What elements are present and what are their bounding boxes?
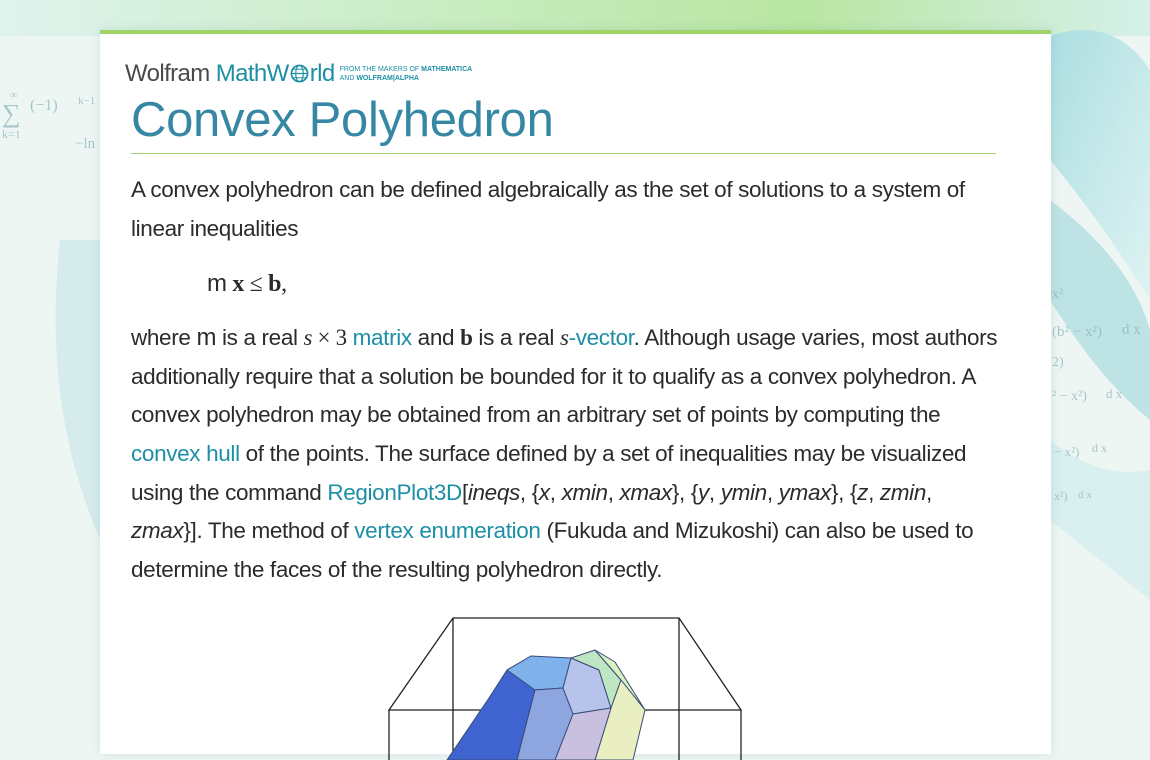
math-b: b <box>460 325 473 351</box>
tagline-line2-prefix: AND <box>339 74 357 82</box>
bg-right-f4: − x²) <box>1054 444 1080 459</box>
cmd-ymin: ymin <box>720 479 767 505</box>
article-card <box>100 30 1051 754</box>
math-times: × <box>312 325 336 351</box>
paragraph-main <box>131 319 1001 589</box>
mathworld-logo[interactable] <box>125 56 472 86</box>
cmd-zmin: zmin <box>879 479 926 505</box>
math-m: m <box>196 324 217 352</box>
link-vertex-enumeration[interactable]: vertex enumeration <box>354 518 541 544</box>
cmd-xmax: xmax <box>619 479 672 505</box>
convex-polyhedron-figure <box>385 610 745 760</box>
eq-x: x <box>232 271 244 298</box>
paragraph-intro: A convex polyhedron can be defined algebraically as the set of solutions to a system of linear inequalities <box>131 177 965 241</box>
logo-tagline <box>340 66 473 83</box>
cmd-x: x <box>538 479 550 505</box>
cmd-close: }] <box>183 518 197 544</box>
cmd-c1: , <box>549 479 562 505</box>
bg-right-dx-3: d x <box>1092 441 1107 455</box>
bg-sum-exponent: k−1 <box>78 95 96 107</box>
bg-sum-top: ∞ <box>10 89 18 101</box>
link-vector-dash: - <box>568 325 576 351</box>
equation-inequality <box>207 265 1001 303</box>
cmd-y: y <box>698 479 709 505</box>
link-regionplot3d[interactable]: RegionPlot3D <box>327 479 462 505</box>
cmd-xmin: xmin <box>561 479 608 505</box>
bg-sum-symbol: ∑ <box>2 99 21 128</box>
cmd-c5: , <box>868 479 880 505</box>
link-matrix[interactable]: matrix <box>352 325 412 351</box>
text-is-real-2: is a real <box>472 325 560 351</box>
text-rest-1: . Although usage varies, most authors additionally require that a solution be bounded for it to qualify as a convex polyhedron. A convex polyhedron may be obtained from an arbitrary set of points by computing the <box>131 325 998 428</box>
text-where: where <box>131 325 197 351</box>
link-vector-label: vector <box>575 325 634 351</box>
bg-right-dx-2: d x <box>1106 386 1123 401</box>
cmd-z: z <box>857 479 869 505</box>
bg-right-f2: 2) <box>1052 355 1064 370</box>
cmd-ineqs: ineqs <box>467 479 520 505</box>
bg-sum-term: (−1) <box>30 97 58 114</box>
text-rest-3: . The method of <box>196 518 355 544</box>
text-is-real: is a real <box>216 325 304 351</box>
bg-sum-bottom: k=1 <box>2 127 21 141</box>
page-title: Convex Polyhedron <box>131 93 554 147</box>
cmd-c6: , <box>925 479 932 505</box>
bg-right-b2x2: (b² − x²) <box>1052 324 1102 340</box>
link-vector[interactable] <box>569 325 634 350</box>
math-three: 3 <box>335 325 347 351</box>
logo-mathworld-text <box>216 62 335 86</box>
link-convex-hull[interactable]: convex hull <box>131 440 240 466</box>
eq-leq: ≤ <box>249 271 263 298</box>
cmd-sep-1: , { <box>519 479 539 505</box>
text-rest-2: of the points. The surface defined by a set of inequalities may be visualized using the command <box>131 440 967 505</box>
cmd-c4: , <box>766 479 779 505</box>
logo-math-text: MathW <box>215 60 289 87</box>
cmd-c3: , <box>708 479 721 505</box>
tagline-line1-prefix: FROM THE MAKERS OF <box>339 66 422 73</box>
text-rest-4: (Fukuda and Mizukoshi) can also be used to determine the faces of the resulting polyhedron directly. <box>131 518 974 582</box>
bg-right-dx-1: d x <box>1122 322 1141 338</box>
text-and: and <box>411 325 461 351</box>
cmd-ymax: ymax <box>778 479 832 505</box>
article-body <box>131 171 1001 589</box>
eq-m: m <box>207 270 227 298</box>
math-s: s <box>303 325 313 351</box>
cmd-sep-3: }, { <box>831 479 858 505</box>
tagline-mathematica: MATHEMATICA <box>421 66 473 73</box>
math-s-2: s <box>559 325 569 351</box>
bg-right-dx-4: d x <box>1078 489 1092 501</box>
bg-right-f5: x²) <box>1054 489 1068 503</box>
title-divider <box>131 153 996 154</box>
cmd-c2: , <box>607 479 620 505</box>
eq-b: b <box>268 271 282 298</box>
bg-right-f3: ² − x²) <box>1052 389 1087 404</box>
eq-comma: , <box>281 271 287 298</box>
bg-minus-ln: −ln <box>75 136 96 152</box>
logo-rld-text: rld <box>309 60 335 87</box>
cmd-zmax: zmax <box>131 518 184 544</box>
bg-right-x2: x² <box>1052 287 1064 302</box>
cmd-sep-2: }, { <box>671 479 699 505</box>
tagline-wolframalpha: WOLFRAM|ALPHA <box>356 74 419 82</box>
cmd-open: [ <box>461 479 468 505</box>
logo-wolfram-text: Wolfram <box>125 60 210 87</box>
globe-icon <box>290 64 309 83</box>
